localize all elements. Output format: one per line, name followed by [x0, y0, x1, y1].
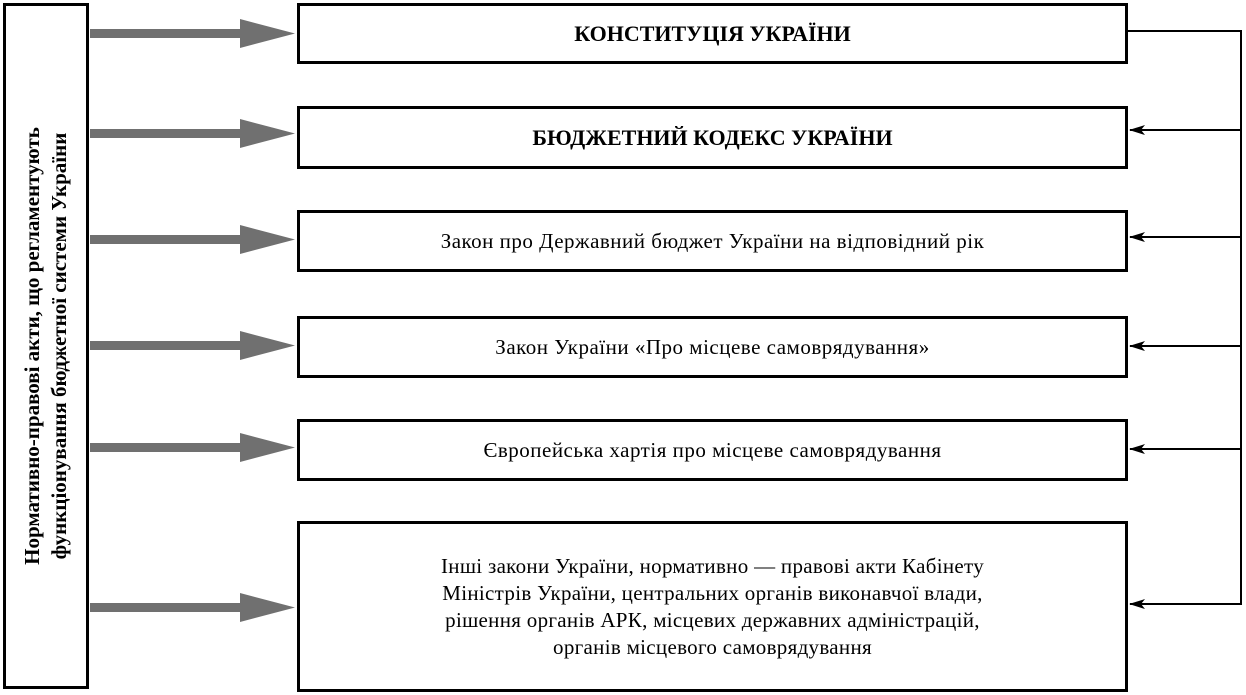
gray-arrows: [90, 19, 295, 622]
gray-arrow-5: [90, 433, 295, 462]
box-european-charter-text: Європейська хартія про місцеве самоврядування: [483, 437, 942, 462]
gray-arrow-1: [90, 19, 295, 48]
box-other-acts: [297, 521, 1128, 692]
box-european-charter: [297, 419, 1128, 481]
box-constitution-text: КОНСТИТУЦІЯ УКРАЇНИ: [574, 20, 851, 46]
side-label-line2: функціонування бюджетної системи України: [47, 132, 71, 560]
box-state-budget-law-text: Закон про Державний бюджет України на відповідний рік: [440, 228, 985, 253]
gray-arrow-6: [90, 593, 295, 622]
right-bracket: [1128, 30, 1241, 605]
box-state-budget-law: [297, 210, 1128, 272]
box-constitution: [297, 3, 1128, 64]
side-label-line1: Нормативно-правові акти, що регламентують: [20, 127, 44, 565]
gray-arrow-3: [90, 225, 295, 254]
box-local-self-government-law: [297, 316, 1128, 378]
black-arrows: [1130, 130, 1241, 604]
box-other-acts-text: Інші закони України, нормативно — правові акти Кабінету Міністрів України, центральних органів виконавчої влади, рішення органів АРК, місцевих державних адміністрацій, органів місцевого самоврядування: [440, 553, 984, 659]
box-local-self-government-law-text: Закон України «Про місцеве самоврядування»: [495, 334, 930, 359]
gray-arrow-2: [90, 119, 295, 148]
gray-arrow-4: [90, 331, 295, 360]
box-budget-code-text: БЮДЖЕТНИЙ КОДЕКС УКРАЇНИ: [532, 124, 893, 150]
box-budget-code: [297, 106, 1128, 169]
